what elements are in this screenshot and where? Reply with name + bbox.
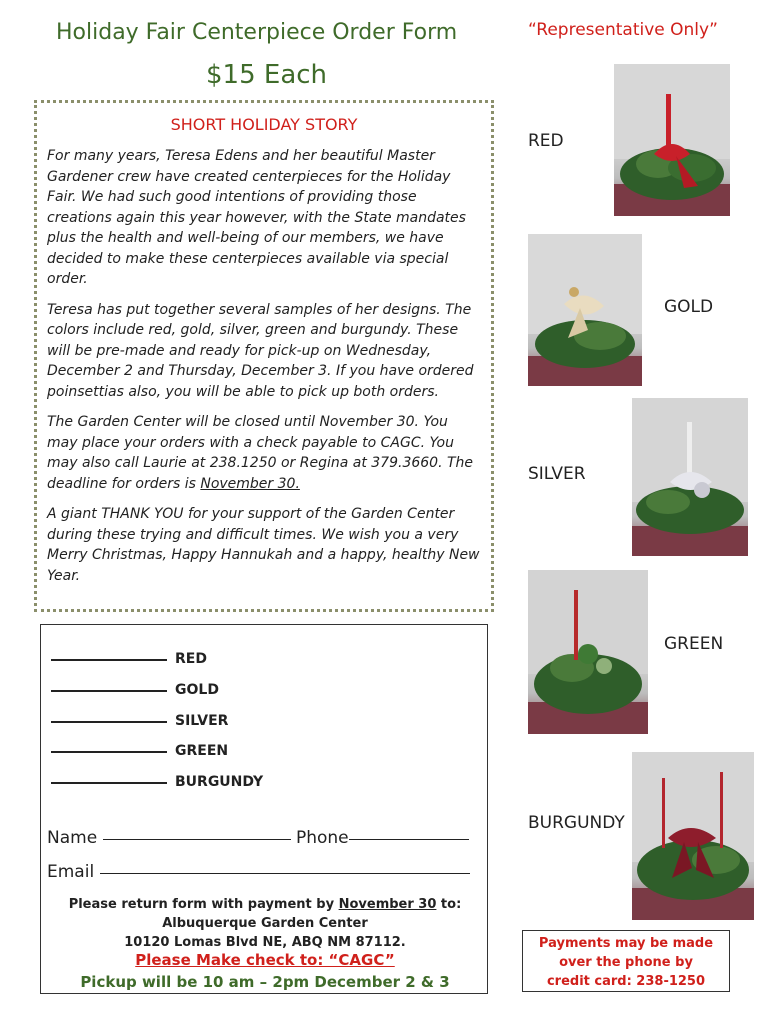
name-field[interactable] (103, 839, 291, 840)
order-line-green[interactable] (51, 743, 228, 759)
representative-only-note: “Representative Only” (528, 20, 718, 40)
sample-label-burgundy: BURGUNDY (528, 813, 625, 833)
form-title: Holiday Fair Centerpiece Order Form (56, 20, 458, 45)
price-label: $15 Each (206, 60, 328, 90)
centerpiece-gold-image (528, 234, 642, 386)
order-item-label: GREEN (175, 743, 229, 759)
return-line-1 (41, 895, 489, 914)
sample-photo-red (614, 64, 730, 216)
check-payable-note: Please Make check to: “CAGC” (135, 951, 395, 969)
order-item-label: BURGUNDY (175, 774, 264, 790)
order-form-box (40, 624, 488, 994)
order-item-label: GOLD (175, 682, 219, 698)
payment-line-2: over the phone by (559, 955, 693, 970)
email-row (47, 862, 470, 882)
quantity-blank[interactable] (51, 751, 167, 753)
story-paragraph-2: Teresa has put together several samples of her designs. The colors include red, gold, silver, green and burgundy. These will be pre-made and ready for pick-up on Wednesday, December 2 and Thursday, December 3. If you have ordered poinsettias also, you will be able to pick up both orders. (47, 301, 474, 400)
story-paragraph-3 (47, 412, 481, 494)
story-paragraph-1: For many years, Teresa Edens and her beautiful Master Gardener crew have created centerpieces for the Holiday Fair. We had such good intentions of providing those creations again this year however, with the State mandates plus the health and well-being of our members, we have decided to make these centerpieces available via special order. (47, 148, 466, 287)
story-paragraph-3-text: The Garden Center will be closed until November 30. You may place your orders with a check payable to CAGC. You may also call Laurie at 238.1250 or Regina at 379.3660. The deadline for orders is (47, 414, 474, 492)
story-box (34, 100, 494, 612)
quantity-blank[interactable] (51, 782, 167, 784)
return-date: November 30 (338, 897, 437, 912)
order-line-silver[interactable] (51, 713, 228, 729)
order-item-label: SILVER (175, 713, 229, 729)
pickup-note: Pickup will be 10 am – 2pm December 2 & 3 (80, 973, 450, 991)
centerpiece-silver-image (632, 398, 748, 556)
centerpiece-red-image (614, 64, 730, 216)
sample-label-silver: SILVER (528, 464, 586, 484)
quantity-blank[interactable] (51, 721, 167, 723)
sample-photo-gold (528, 234, 642, 386)
payment-line-1: Payments may be made (538, 936, 714, 951)
phone-field[interactable] (349, 839, 469, 840)
quantity-blank[interactable] (51, 659, 167, 661)
sample-label-red: RED (528, 131, 564, 151)
quantity-blank[interactable] (51, 690, 167, 692)
story-paragraph-4: A giant THANK YOU for your support of the Garden Center during these trying and difficult times. We wish you a very Merry Christmas, Happy Hannukah and a happy, healthy New Year. (47, 506, 480, 584)
order-line-gold[interactable] (51, 682, 219, 698)
payment-note-box (522, 930, 730, 992)
sample-photo-silver (632, 398, 748, 556)
sample-photo-green (528, 570, 648, 734)
return-text-suffix: to: (436, 897, 462, 912)
sample-label-gold: GOLD (664, 297, 714, 317)
name-phone-row (47, 828, 469, 848)
payment-line-3: credit card: 238-1250 (546, 974, 706, 989)
return-instructions (41, 895, 489, 952)
return-text-prefix: Please return form with payment by (68, 897, 339, 912)
email-field[interactable] (100, 873, 470, 874)
order-line-red[interactable] (51, 651, 207, 667)
phone-label: Phone (295, 828, 349, 848)
return-line-3: 10120 Lomas Blvd NE, ABQ NM 87112. (124, 935, 406, 950)
sample-photo-burgundy (632, 752, 754, 920)
email-label: Email (47, 862, 95, 882)
story-heading: SHORT HOLIDAY STORY (170, 115, 358, 134)
sample-label-green: GREEN (664, 634, 724, 654)
order-line-burgundy[interactable] (51, 774, 263, 790)
centerpiece-green-image (528, 570, 648, 734)
order-item-label: RED (175, 651, 207, 667)
name-label: Name (47, 828, 98, 848)
return-line-2: Albuquerque Garden Center (162, 916, 368, 931)
deadline-date: November 30. (200, 475, 300, 492)
centerpiece-burgundy-image (632, 752, 754, 920)
